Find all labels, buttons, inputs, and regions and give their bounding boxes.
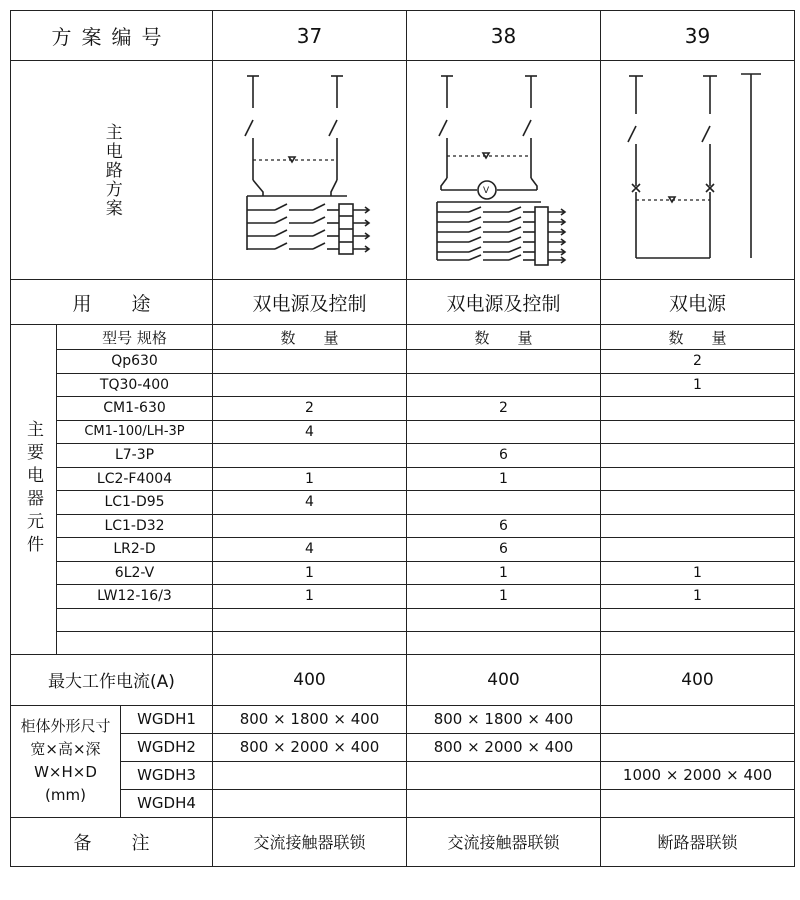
component-qty bbox=[601, 444, 795, 468]
component-qty: 2 bbox=[213, 397, 407, 421]
components-group-cell bbox=[11, 325, 57, 655]
component-model: CM1-100/LH-3P bbox=[57, 420, 213, 444]
table-row bbox=[11, 733, 795, 761]
remark-38: 交流接触器联锁 bbox=[407, 817, 601, 866]
component-qty bbox=[601, 467, 795, 491]
cabinet-model: WGDH1 bbox=[121, 705, 213, 733]
cabinet-dimension: 1000 × 2000 × 400 bbox=[601, 761, 795, 789]
cabinet-dimension: 800 × 1800 × 400 bbox=[407, 705, 601, 733]
component-qty bbox=[213, 373, 407, 397]
component-model: CM1-630 bbox=[57, 397, 213, 421]
header-row bbox=[11, 11, 795, 61]
table-row bbox=[11, 705, 795, 733]
component-model: LC1-D95 bbox=[57, 491, 213, 515]
cabinet-dimension bbox=[601, 733, 795, 761]
usage-label-cell bbox=[11, 280, 213, 325]
qty-header-38: 数量 bbox=[407, 325, 601, 350]
remarks-label-cell bbox=[11, 817, 213, 866]
circuit-39-diagram bbox=[623, 68, 773, 273]
component-qty bbox=[213, 350, 407, 374]
components-header-row bbox=[11, 325, 795, 350]
cabinet-dimension bbox=[407, 789, 601, 817]
component-qty: 4 bbox=[213, 491, 407, 515]
component-qty bbox=[407, 373, 601, 397]
cabinet-dimension: 800 × 1800 × 400 bbox=[213, 705, 407, 733]
circuit-diagram-37 bbox=[213, 61, 407, 280]
usage-38: 双电源及控制 bbox=[407, 280, 601, 325]
component-qty: 1 bbox=[407, 561, 601, 585]
circuit-37-diagram bbox=[235, 68, 385, 273]
table-row bbox=[11, 444, 795, 468]
component-model: LW12-16/3 bbox=[57, 585, 213, 609]
table-row bbox=[11, 491, 795, 515]
table-row bbox=[11, 761, 795, 789]
table-row bbox=[11, 514, 795, 538]
cabinet-dimension bbox=[407, 761, 601, 789]
component-qty: 1 bbox=[213, 467, 407, 491]
component-qty: 1 bbox=[407, 467, 601, 491]
circuit-diagram-38 bbox=[407, 61, 601, 280]
components-group-label: 主要电器元件 bbox=[23, 420, 43, 559]
component-qty bbox=[601, 420, 795, 444]
component-qty: 4 bbox=[213, 538, 407, 562]
component-qty: 6 bbox=[407, 514, 601, 538]
component-model: LC1-D32 bbox=[57, 514, 213, 538]
cabinet-dimension bbox=[601, 705, 795, 733]
max-current-37: 400 bbox=[213, 654, 407, 705]
component-qty bbox=[601, 514, 795, 538]
component-qty: 6 bbox=[407, 538, 601, 562]
table-row bbox=[11, 789, 795, 817]
component-qty: 2 bbox=[407, 397, 601, 421]
component-qty: 1 bbox=[601, 585, 795, 609]
component-model: 6L2-V bbox=[57, 561, 213, 585]
scheme-spec-table bbox=[10, 10, 795, 867]
component-qty bbox=[407, 491, 601, 515]
circuit-diagram-39 bbox=[601, 61, 795, 280]
usage-row bbox=[11, 280, 795, 325]
scheme-37-number: 37 bbox=[213, 11, 407, 61]
scheme-39-number: 39 bbox=[601, 11, 795, 61]
component-qty: 6 bbox=[407, 444, 601, 468]
max-current-row bbox=[11, 654, 795, 705]
cabinet-dimension bbox=[601, 789, 795, 817]
circuit-row bbox=[11, 61, 795, 280]
empty-row bbox=[11, 631, 795, 654]
component-qty bbox=[601, 397, 795, 421]
usage-label: 用途 bbox=[72, 292, 191, 315]
cabinet-model: WGDH3 bbox=[121, 761, 213, 789]
model-spec-header: 型号 规格 bbox=[57, 325, 213, 350]
component-qty bbox=[407, 420, 601, 444]
remark-37: 交流接触器联锁 bbox=[213, 817, 407, 866]
table-row bbox=[11, 585, 795, 609]
svg-text:V: V bbox=[482, 185, 489, 196]
component-qty: 1 bbox=[601, 561, 795, 585]
component-model: L7-3P bbox=[57, 444, 213, 468]
component-qty bbox=[601, 491, 795, 515]
table-row bbox=[11, 467, 795, 491]
component-model: Qp630 bbox=[57, 350, 213, 374]
empty-row bbox=[11, 608, 795, 631]
cabinet-dimension bbox=[213, 789, 407, 817]
max-current-39: 400 bbox=[601, 654, 795, 705]
max-current-38: 400 bbox=[407, 654, 601, 705]
cabinet-dimension: 800 × 2000 × 400 bbox=[407, 733, 601, 761]
usage-37: 双电源及控制 bbox=[213, 280, 407, 325]
usage-39: 双电源 bbox=[601, 280, 795, 325]
component-qty: 1 bbox=[601, 373, 795, 397]
remarks-row bbox=[11, 817, 795, 866]
component-model: LC2-F4004 bbox=[57, 467, 213, 491]
cabinet-model: WGDH4 bbox=[121, 789, 213, 817]
scheme-number-label: 方案编号 bbox=[11, 11, 213, 61]
max-current-label: 最大工作电流(A) bbox=[11, 654, 213, 705]
qty-header-37: 数量 bbox=[213, 325, 407, 350]
table-row bbox=[11, 538, 795, 562]
table-row bbox=[11, 373, 795, 397]
component-qty: 2 bbox=[601, 350, 795, 374]
cabinet-dimension: 800 × 2000 × 400 bbox=[213, 733, 407, 761]
cabinet-dimension bbox=[213, 761, 407, 789]
component-qty: 4 bbox=[213, 420, 407, 444]
table-row bbox=[11, 397, 795, 421]
qty-header-39: 数量 bbox=[601, 325, 795, 350]
cabinet-dimensions-label: 柜体外形尺寸 宽×高×深 W×H×D (mm) bbox=[11, 705, 121, 817]
circuit-label: 主电路方案 bbox=[101, 122, 122, 218]
table-row bbox=[11, 350, 795, 374]
circuit-label-cell bbox=[11, 61, 213, 280]
component-qty bbox=[601, 538, 795, 562]
circuit-38-diagram bbox=[429, 68, 579, 273]
component-qty bbox=[213, 444, 407, 468]
component-qty bbox=[213, 514, 407, 538]
cabinet-model: WGDH2 bbox=[121, 733, 213, 761]
component-qty: 1 bbox=[213, 561, 407, 585]
table-row bbox=[11, 420, 795, 444]
table-row bbox=[11, 561, 795, 585]
component-qty: 1 bbox=[213, 585, 407, 609]
scheme-38-number: 38 bbox=[407, 11, 601, 61]
component-model: LR2-D bbox=[57, 538, 213, 562]
remark-39: 断路器联锁 bbox=[601, 817, 795, 866]
component-qty: 1 bbox=[407, 585, 601, 609]
remarks-label: 备注 bbox=[73, 832, 190, 854]
component-model: TQ30-400 bbox=[57, 373, 213, 397]
component-qty bbox=[407, 350, 601, 374]
